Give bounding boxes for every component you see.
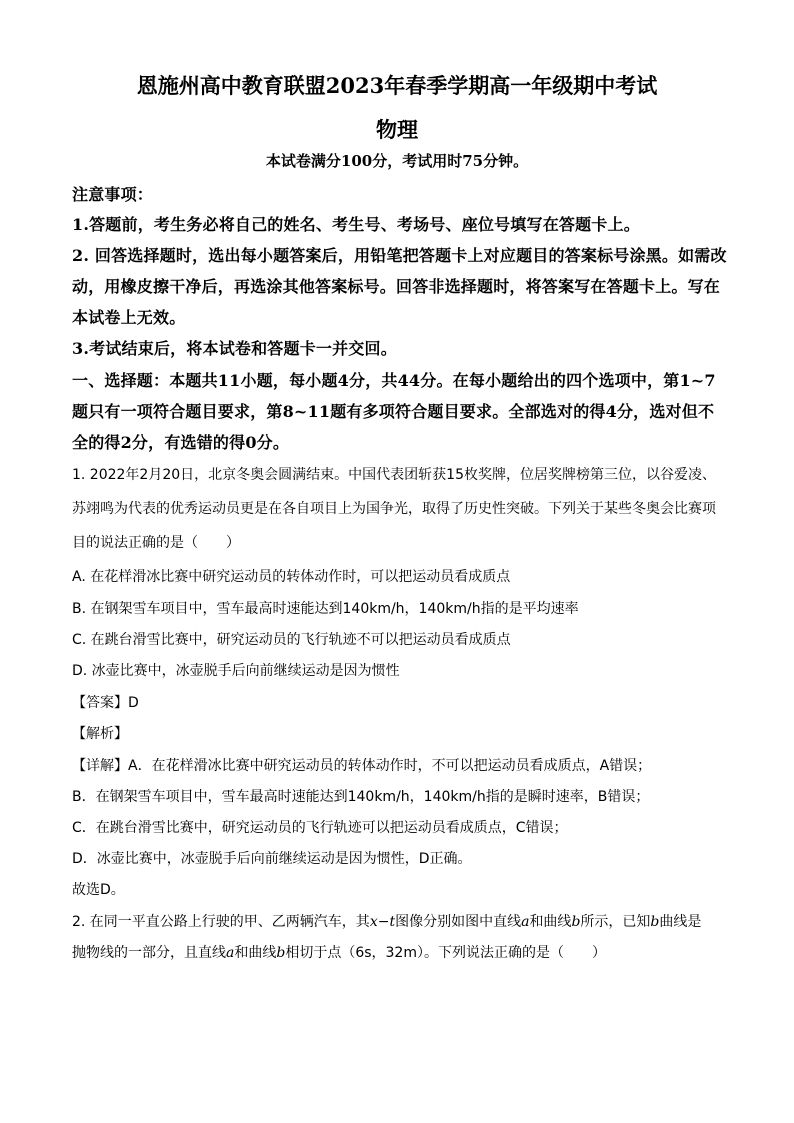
q2-var-b-2: b — [650, 914, 660, 930]
q2-xt-symbol: x−t — [369, 914, 396, 930]
notice-item-2-line-3: 本试卷上无效。 — [72, 308, 186, 327]
q1-analysis-label: 【解析】 — [72, 726, 128, 742]
subject-title: 物理 — [376, 117, 418, 142]
notice-heading: 注意事项： — [72, 185, 154, 204]
q1-detail-b: B．在钢架雪车项目中，雪车最高时速能达到140km/h，140km/h指的是瞬时速率，B错误； — [72, 789, 650, 805]
q2-text-1: 2. 在同一平直公路上行驶的甲、乙两辆汽车，其 — [72, 914, 370, 930]
q1-detail-a: 【详解】A．在花样滑冰比赛中研究运动员的转体动作时，不可以把运动员看成质点，A错误； — [72, 758, 652, 774]
q2-var-a-2: a — [226, 945, 235, 961]
q2-var-b: b — [571, 914, 581, 930]
notice-item-2-line-1: 2. 回答选择题时，选出每小题答案后，用铅笔把答题卡上对应题目的答案标号涂黑。如需改 — [72, 246, 727, 265]
q1-stem-line-1: 1. 2022年2月20日，北京冬奥会圆满结束。中国代表团斩获15枚奖牌，位居奖牌榜第三位，以谷爱凌、 — [72, 467, 716, 483]
q1-option-b: B. 在钢架雪车项目中，雪车最高时速能达到140km/h，140km/h指的是平均速率 — [72, 601, 579, 617]
q2-text-4: 所示，已知 — [580, 914, 651, 930]
q2-text-3: 和曲线 — [529, 914, 572, 930]
q1-stem-line-2: 苏翊鸣为代表的优秀运动员更是在各自项目上为国争光，取得了历史性突破。下列关于某些冬奥会比赛项 — [72, 501, 716, 517]
exam-title: 恩施州高中教育联盟2023年春季学期高一年级期中考试 — [136, 73, 658, 98]
exam-meta: 本试卷满分100分，考试用时75分钟。 — [265, 152, 529, 170]
q2-text-7: 和曲线 — [234, 945, 277, 961]
q2-text-8: 相切于点（6s，32m）。下列说法正确的是（ ） — [285, 945, 606, 961]
q2-var-b-3: b — [276, 945, 286, 961]
q2-text-5: 曲线是 — [659, 914, 702, 930]
q1-option-a: A. 在花样滑冰比赛中研究运动员的转体动作时，可以把运动员看成质点 — [72, 569, 511, 585]
q2-text-2: 图像分别如图中直线 — [395, 914, 522, 930]
q2-text-6: 抛物线的一部分，且直线 — [72, 945, 226, 961]
q2-stem-line-1 — [72, 911, 701, 931]
section-1-line-2: 题只有一项符合题目要求，第8~11题有多项符合题目要求。全部选对的得4分，选对但不 — [72, 402, 715, 421]
notice-item-1: 1.答题前，考生务必将自己的姓名、考生号、考场号、座位号填写在答题卡上。 — [72, 215, 640, 234]
q1-detail-d: D．冰壶比赛中，冰壶脱手后向前继续运动是因为惯性，D正确。 — [72, 851, 472, 867]
q2-stem-line-2 — [72, 942, 606, 962]
q1-stem-line-3: 目的说法正确的是（ ） — [72, 535, 240, 551]
q1-detail-c: C．在跳台滑雪比赛中，研究运动员的飞行轨迹可以把运动员看成质点，C错误； — [72, 820, 568, 836]
q1-answer: 【答案】D — [72, 695, 139, 711]
q1-option-c: C. 在跳台滑雪比赛中，研究运动员的飞行轨迹不可以把运动员看成质点 — [72, 632, 511, 648]
q1-conclusion: 故选D。 — [72, 882, 125, 898]
q1-option-d: D. 冰壶比赛中，冰壶脱手后向前继续运动是因为惯性 — [72, 663, 400, 679]
section-1-line-3: 全的得2分，有选错的得0分。 — [72, 433, 290, 452]
section-1-line-1: 一、选择题：本题共11小题，每小题4分，共44分。在每小题给出的四个选项中，第1~7 — [72, 371, 716, 390]
q2-var-a: a — [521, 914, 530, 930]
notice-item-2-line-2: 动，用橡皮擦干净后，再选涂其他答案标号。回答非选择题时，将答案写在答题卡上。写在 — [72, 277, 721, 296]
notice-item-3: 3.考试结束后，将本试卷和答题卡一并交回。 — [72, 339, 397, 358]
